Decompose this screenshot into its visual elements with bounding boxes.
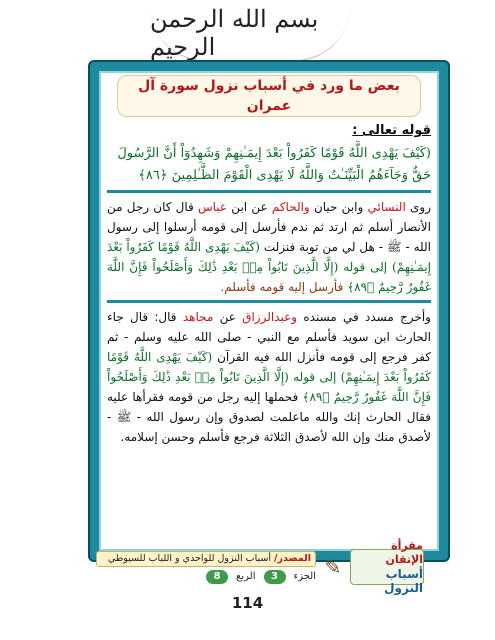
brand-logo [350,539,424,595]
juz-label: الجزء [293,571,316,582]
divider [107,300,431,303]
rub-value: 8 [206,570,228,584]
juz-rub-info [96,570,316,584]
basmala-header: بسم الله الرحمن الرحيم [150,6,350,61]
narration-2 [107,307,431,447]
narration-2-ayah: (كَيْفَ يَهْدِى اللَّهُ قَوْمًا كَفَرُواْ بَعْدَ إِيمَـٰنِهِمْ) إلى قوله (إِلَّا الَّذِينَ تَابُواْ مِنۢ بَعْدِ ذَٰلِكَ وَأَصْلَحُواْ فَإِنَّ اللَّهَ غَفُورٌ رَّحِيمٌ ﴿٨٩﴾ [107,350,431,404]
juz-value: 3 [264,570,286,584]
source-line [96,551,316,567]
narrator-abdulrazzaq: وعبدالرزاق [242,310,298,324]
rub-label: الربع [236,571,256,582]
quill-icon: ✎ [324,555,342,579]
narration-1-ayah: (كَيْفَ يَهْدِى اللَّهُ قَوْمًا كَفَرُواْ بَعْدَ إِيمَـٰنِهِمْ) إلى قوله (إِلَّا الَّذِينَ تَابُواْ مِنۢ بَعْدِ ذَٰلِكَ وَأَصْلَحُواْ فَإِنَّ اللَّهَ غَفُورٌ رَّحِيمٌ ﴿٨٩﴾ [107,240,431,294]
narration-1-text-b: وابن حيان [309,200,368,214]
brand-top: مقرأة الإتقان [385,539,423,566]
narration-2-text-d: فحملها إليه رجل من قومه فقرأها عليه فقال الحارث إنك والله ماعلمت لصدوق وإن رسول الله - ﷺ - لأصدق منك وإن الله لأصدق الثلاثة فرجع فأسلم وحسن إسلامه. [107,390,431,444]
narration-1-text-d: قال كان رجل من الأنصار أسلم ثم ارتد ثم ندم فأرسل إلى قومه أرسلوا إلى رسول الله - ﷺ - هل لي من توبة فنزلت [107,200,432,254]
page-frame [90,62,448,560]
divider [107,190,431,193]
page-number: 114 [231,594,264,612]
narration-1-text-a: روى [405,200,432,214]
page-content [101,73,437,549]
main-ayah: (كَيْفَ يَهْدِى اللَّهُ قَوْمًا كَفَرُواْ بَعْدَ إِيمَـٰنِهِمْ وَشَهِدُوٓاْ أَنَّ الرَّسُولَ حَقٌّ وَجَآءَهُمُ الْبَيِّنَـٰتُ وَاللَّهُ لَا يَهْدِى الْقَوْمَ الظَّـٰلِمِينَ ﴿٨٦﴾ [117,146,431,183]
narrator-hakim: والحاكم [271,200,310,214]
narration-2-text-b: عن [213,310,243,324]
page-title: بعض ما ورد في أسباب نزول سورة آل عمران [117,75,421,117]
source-info [96,551,316,584]
narrator-mujahid: مجاهد [182,310,214,324]
narration-2-text-c: قال: قال جاء الحارث ابن سويد فأسلم مع النبي - صلى الله عليه وسلم - ثم كفر فرجع إلى قومه فأنزل الله فيه القرآن [107,310,431,364]
narration-2-text-a: وأخرج مسدد في مسنده [297,310,431,324]
narrator-abbas: عباس [198,200,228,214]
section-heading: قوله تعالى : [352,123,431,138]
narration-1-text-c: عن ابن [227,200,272,214]
brand-bottom: أسباب النزول [384,567,423,595]
narrator-nasai: النسائي [367,200,406,214]
source-text: أسباب النزول للواحدي و اللباب للسيوطي [107,552,271,564]
source-label: المصدر/ [274,552,311,564]
narration-1-text-e: فأرسل إليه قومه فأسلم. [220,280,348,294]
narration-1 [107,197,431,297]
page-footer [96,539,424,595]
